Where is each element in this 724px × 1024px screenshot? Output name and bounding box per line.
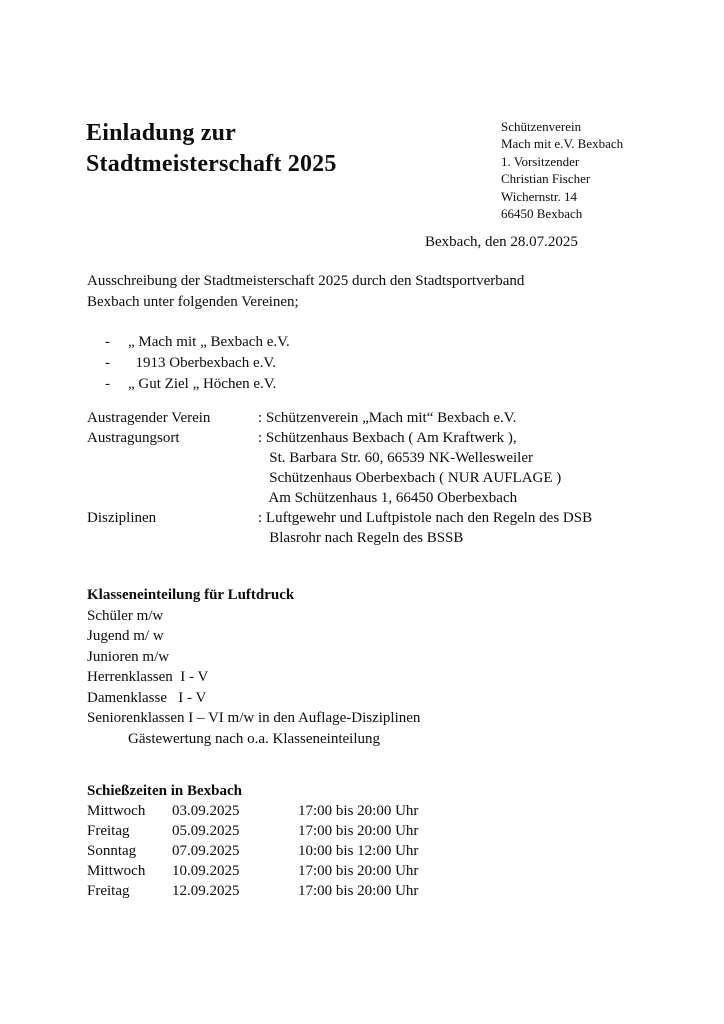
intro-line-1: Ausschreibung der Stadtmeisterschaft 2025 durch den Stadtsportverband xyxy=(87,273,525,289)
detail-label xyxy=(87,488,258,508)
detail-label: Austragender Verein xyxy=(87,410,211,426)
schedule-day: Sonntag xyxy=(87,842,137,859)
detail-row-venue-2-address xyxy=(87,488,592,508)
sender-line-club: Mach mit e.V. Bexbach xyxy=(501,136,624,152)
dash-bullet: - xyxy=(105,354,110,371)
schedule-date: 12.09.2025 xyxy=(172,882,240,899)
sender-line-street: Wichernstr. 14 xyxy=(501,188,578,204)
detail-value: Schützenhaus Oberbexbach ( NUR AUFLAGE ) xyxy=(258,470,562,486)
schedule-date: 10.09.2025 xyxy=(172,862,240,879)
document-title-line-1: Einladung zur xyxy=(86,120,236,146)
schedule-day: Freitag xyxy=(87,882,130,899)
class-line-schueler: Schüler m/w xyxy=(87,607,164,624)
detail-row-disciplines-2 xyxy=(87,528,592,548)
sender-line-organization: Schützenverein xyxy=(501,119,582,134)
list-item xyxy=(105,374,290,395)
table-row xyxy=(87,862,418,882)
detail-value: : Schützenverein „Mach mit“ Bexbach e.V. xyxy=(258,410,517,426)
list-item xyxy=(105,332,290,353)
schedule-date: 05.09.2025 xyxy=(172,822,240,839)
schedule-time: 10:00 bis 12:00 Uhr xyxy=(298,842,419,859)
detail-value: St. Barbara Str. 60, 66539 NK-Wellesweiler xyxy=(258,450,533,466)
intro-line-2: Bexbach unter folgenden Vereinen; xyxy=(87,293,299,310)
table-row xyxy=(87,842,418,862)
document-title-line-2: Stadtmeisterschaft 2025 xyxy=(86,151,337,177)
detail-value: : Schützenhaus Bexbach ( Am Kraftwerk ), xyxy=(258,430,517,446)
place-date-line: Bexbach, den 28.07.2025 xyxy=(425,234,578,250)
class-line-herren: Herrenklassen I - V xyxy=(87,669,209,685)
schedule-time: 17:00 bis 20:00 Uhr xyxy=(298,862,419,879)
schedule-day: Mittwoch xyxy=(87,802,146,819)
club-name: 1913 Oberbexbach e.V. xyxy=(128,354,277,371)
event-details-block xyxy=(87,408,592,548)
table-row xyxy=(87,882,418,902)
intro-paragraph xyxy=(87,271,524,312)
detail-value: Blasrohr nach Regeln des BSSB xyxy=(258,530,464,546)
schedule-time: 17:00 bis 20:00 Uhr xyxy=(298,822,419,839)
schedule-time: 17:00 bis 20:00 Uhr xyxy=(298,882,419,899)
dash-bullet: - xyxy=(105,334,110,350)
dash-bullet: - xyxy=(105,375,110,392)
detail-label xyxy=(87,468,258,488)
shooting-times-section xyxy=(87,782,418,901)
detail-value: : Luftgewehr und Luftpistole nach den Regeln des DSB xyxy=(258,510,593,526)
table-row xyxy=(87,802,418,822)
class-line-junioren: Junioren m/w xyxy=(87,648,170,665)
detail-row-venue xyxy=(87,428,592,448)
class-line-damen: Damenklasse I - V xyxy=(87,689,207,706)
class-division-section xyxy=(87,585,420,749)
schedule-day: Freitag xyxy=(87,822,130,839)
detail-row-host-club xyxy=(87,408,592,428)
class-division-heading: Klasseneinteilung für Luftdruck xyxy=(87,587,295,603)
schedule-date: 07.09.2025 xyxy=(172,842,240,859)
schedule-day: Mittwoch xyxy=(87,862,146,879)
class-line-senioren: Seniorenklassen I – VI m/w in den Auflage-Disziplinen xyxy=(87,710,421,726)
sender-line-name: Christian Fischer xyxy=(501,171,591,187)
detail-label xyxy=(87,528,258,548)
sender-line-role: 1. Vorsitzender xyxy=(501,153,580,169)
shooting-times-heading: Schießzeiten in Bexbach xyxy=(87,783,243,799)
list-item xyxy=(105,353,290,374)
detail-label: Austragungsort xyxy=(87,430,180,446)
detail-row-disciplines xyxy=(87,508,592,528)
detail-value: Am Schützenhaus 1, 66450 Oberbexbach xyxy=(258,490,518,506)
schedule-date: 03.09.2025 xyxy=(172,802,240,819)
club-name: „ Gut Ziel „ Höchen e.V. xyxy=(128,375,277,392)
sender-address-block xyxy=(501,118,623,222)
club-list xyxy=(105,332,290,394)
table-row xyxy=(87,822,418,842)
detail-label xyxy=(87,448,258,468)
class-line-jugend: Jugend m/ w xyxy=(87,628,164,644)
schedule-time: 17:00 bis 20:00 Uhr xyxy=(298,802,419,819)
detail-row-venue-address xyxy=(87,448,592,468)
sender-line-city: 66450 Bexbach xyxy=(501,206,583,222)
document-title xyxy=(86,118,337,180)
detail-label: Disziplinen xyxy=(87,510,157,526)
club-name: „ Mach mit „ Bexbach e.V. xyxy=(128,334,290,350)
guest-scoring-note: Gästewertung nach o.a. Klasseneinteilung xyxy=(128,730,381,747)
detail-row-venue-2 xyxy=(87,468,592,488)
